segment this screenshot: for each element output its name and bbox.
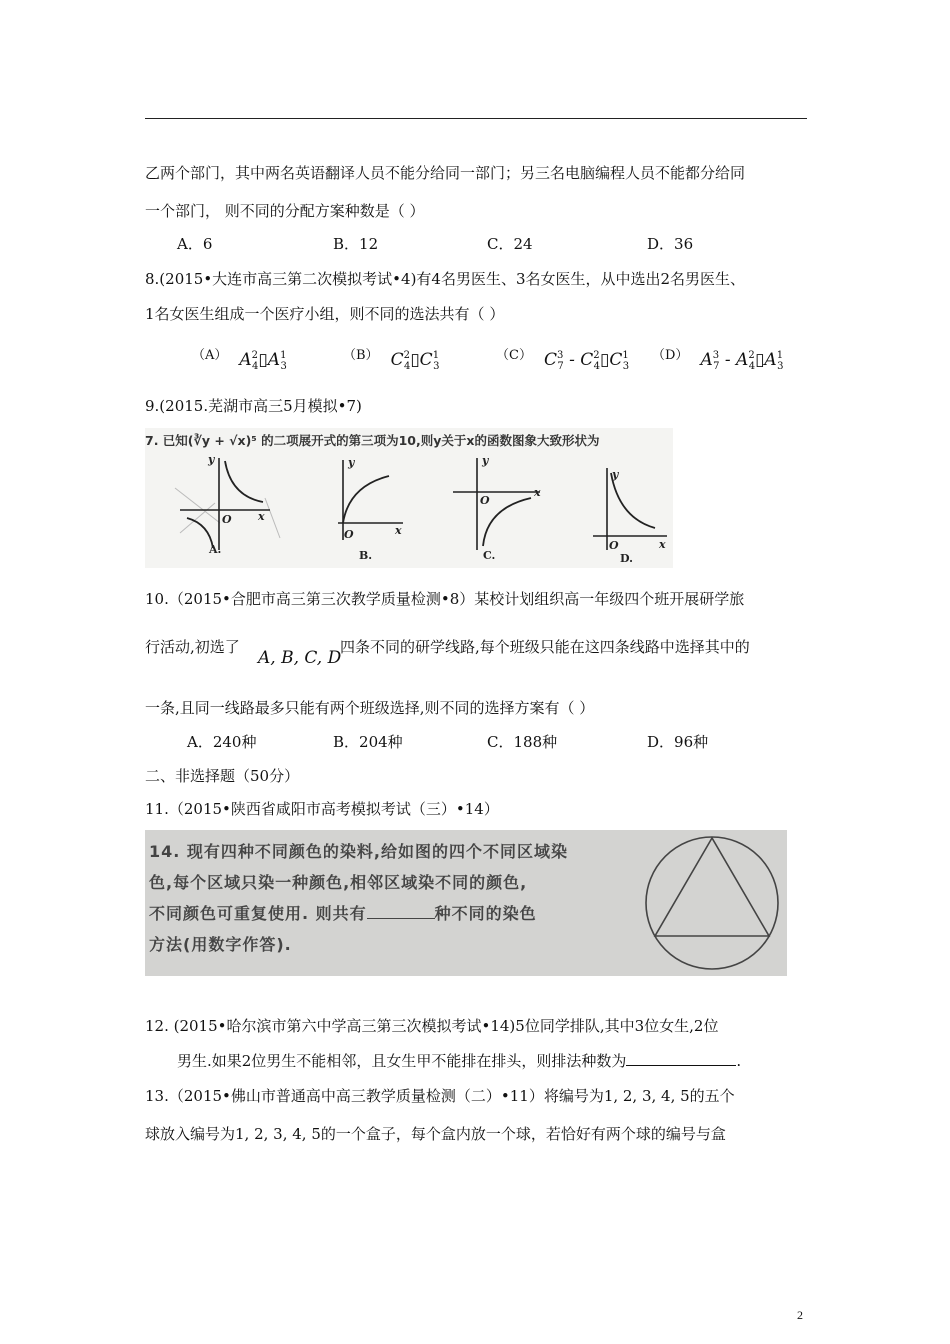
q8-option-d xyxy=(652,346,783,377)
q9-scan-text: 7. 已知(∛y + √x)⁵ 的二项展开式的第三项为10,则y关于x的函数图象大致形状为 xyxy=(145,433,600,448)
q13-line1: 13.（2015•佛山市普通高中高三教学质量检测（二）•11）将编号为1, 2, 3, 4, 5的五个 xyxy=(145,1087,735,1105)
q8-option-a xyxy=(192,346,287,377)
q9-line1: 9.(2015.芜湖市高三5月模拟•7) xyxy=(145,397,362,415)
q8-option-a-label: （A） xyxy=(192,348,228,363)
q11-circle-triangle-figure xyxy=(637,830,787,976)
q7-line2: 一个部门， 则不同的分配方案种数是（ ） xyxy=(145,202,425,220)
q7-line1: 乙两个部门，其中两名英语翻译人员不能分给同一部门；另三名电脑编程人员不能都分给同 xyxy=(145,164,746,182)
q10-line3: 一条,且同一线路最多只能有两个班级选择,则不同的选择方案有（ ） xyxy=(145,699,595,717)
q11-scan-line3 xyxy=(149,898,629,929)
q8-option-b-label: （B） xyxy=(343,348,379,363)
q10-math-routes: A, B, C, D xyxy=(258,648,342,668)
q8-option-c xyxy=(496,346,629,377)
graph-c-origin: O xyxy=(480,494,490,507)
q12-line2-text: 男生.如果2位男生不能相邻，且女生甲不能排在排头，则排法种数为 xyxy=(177,1052,627,1070)
graph-a xyxy=(180,453,270,556)
q8-option-d-formula: $A^3_7$ - $A^2_4▯A^1_3$ xyxy=(700,350,784,372)
q11-scan-line1: 14. 现有四种不同颜色的染料,给如图的四个不同区域染 xyxy=(149,842,568,861)
q8-option-b-formula: $C^2_4▯C^1_3$ xyxy=(390,350,440,372)
q7-option-b: B．12 xyxy=(333,235,379,253)
graph-b-y-label: y xyxy=(348,456,355,469)
q10-option-d: D．96种 xyxy=(647,733,709,751)
graph-b-label: B. xyxy=(359,549,373,562)
q8-line1: 8.(2015•大连市高三第二次模拟考试•4)有4名男医生、3名女医生，从中选出2名男医生、 xyxy=(145,270,746,288)
graph-d-origin: O xyxy=(609,539,619,552)
q12-answer-blank xyxy=(626,1065,736,1066)
q10-option-b: B．204种 xyxy=(333,733,403,751)
q12-line2-end: . xyxy=(736,1052,742,1070)
q11-scanned-figure xyxy=(145,830,787,976)
graph-a-label: A. xyxy=(209,543,222,556)
graph-a-origin: O xyxy=(222,513,232,526)
graph-b xyxy=(338,456,403,562)
q11-circle xyxy=(646,837,778,969)
q11-scan-line3a: 不同颜色可重复使用. 则共有 xyxy=(149,904,367,923)
q11-scan-line2: 色,每个区域只染一种颜色,相邻区域染不同的颜色, xyxy=(149,873,528,892)
graph-b-origin: O xyxy=(344,528,354,541)
q8-line2: 1名女医生组成一个医疗小组，则不同的选法共有（ ） xyxy=(145,305,505,323)
graph-c-label: C. xyxy=(483,549,496,562)
q8-option-c-formula: $C^3_7$ - $C^2_4▯C^1_3$ xyxy=(543,350,630,372)
q11-triangle xyxy=(655,838,769,936)
graph-b-x-label: x xyxy=(395,524,402,537)
graph-a-x-label: x xyxy=(258,510,265,523)
q10-line2b: 四条不同的研学线路,每个班级只能在这四条线路中选择其中的 xyxy=(340,638,750,656)
q11-scan-line3b: 种不同的染色 xyxy=(434,904,537,923)
graph-d-x-label: x xyxy=(659,538,666,551)
graph-d-y-label: y xyxy=(612,468,619,481)
q8-option-a-formula: $A^2_4▯A^1_3$ xyxy=(239,350,287,372)
graph-c xyxy=(453,454,541,562)
q10-line1: 10.（2015•合肥市高三第三次教学质量检测•8）某校计划组织高一年级四个班开展研学旅 xyxy=(145,590,745,608)
q13-line2: 球放入编号为1, 2, 3, 4, 5的一个盒子，每个盒内放一个球，若恰好有两个球的编号与盒 xyxy=(145,1125,726,1143)
q7-option-d: D．36 xyxy=(647,235,694,253)
page-number: 2 xyxy=(797,1308,803,1322)
q10-option-a: A．240种 xyxy=(187,733,257,751)
q8-option-d-label: （D） xyxy=(652,348,689,363)
q12-line1: 12. (2015•哈尔滨市第六中学高三第三次模拟考试•14)5位同学排队,其中3位女生,2位 xyxy=(145,1017,719,1035)
q10-line2a: 行活动,初选了 xyxy=(145,638,240,656)
q10-option-c: C．188种 xyxy=(487,733,558,751)
q7-option-c: C．24 xyxy=(487,235,533,253)
q11-scan-line4: 方法(用数字作答). xyxy=(149,935,292,954)
graph-d-label: D. xyxy=(620,552,633,565)
q7-option-a: A．6 xyxy=(177,235,213,253)
graph-c-y-label: y xyxy=(482,454,489,467)
q11-line1: 11.（2015•陕西省咸阳市高考模拟考试（三）•14） xyxy=(145,800,499,818)
q11-scan-blank xyxy=(367,918,435,919)
graph-a-y-label: y xyxy=(208,453,215,466)
header-rule xyxy=(145,118,807,119)
section-heading: 二、非选择题（50分） xyxy=(145,767,300,785)
graph-d xyxy=(593,468,667,565)
q8-option-b xyxy=(343,346,439,377)
graph-c-x-label: x xyxy=(534,486,541,499)
q9-scanned-figure xyxy=(145,428,673,568)
q11-scan-text xyxy=(149,836,629,960)
q9-graphs xyxy=(145,428,673,568)
q8-option-c-label: （C） xyxy=(496,348,532,363)
q12-line2 xyxy=(177,1051,741,1071)
